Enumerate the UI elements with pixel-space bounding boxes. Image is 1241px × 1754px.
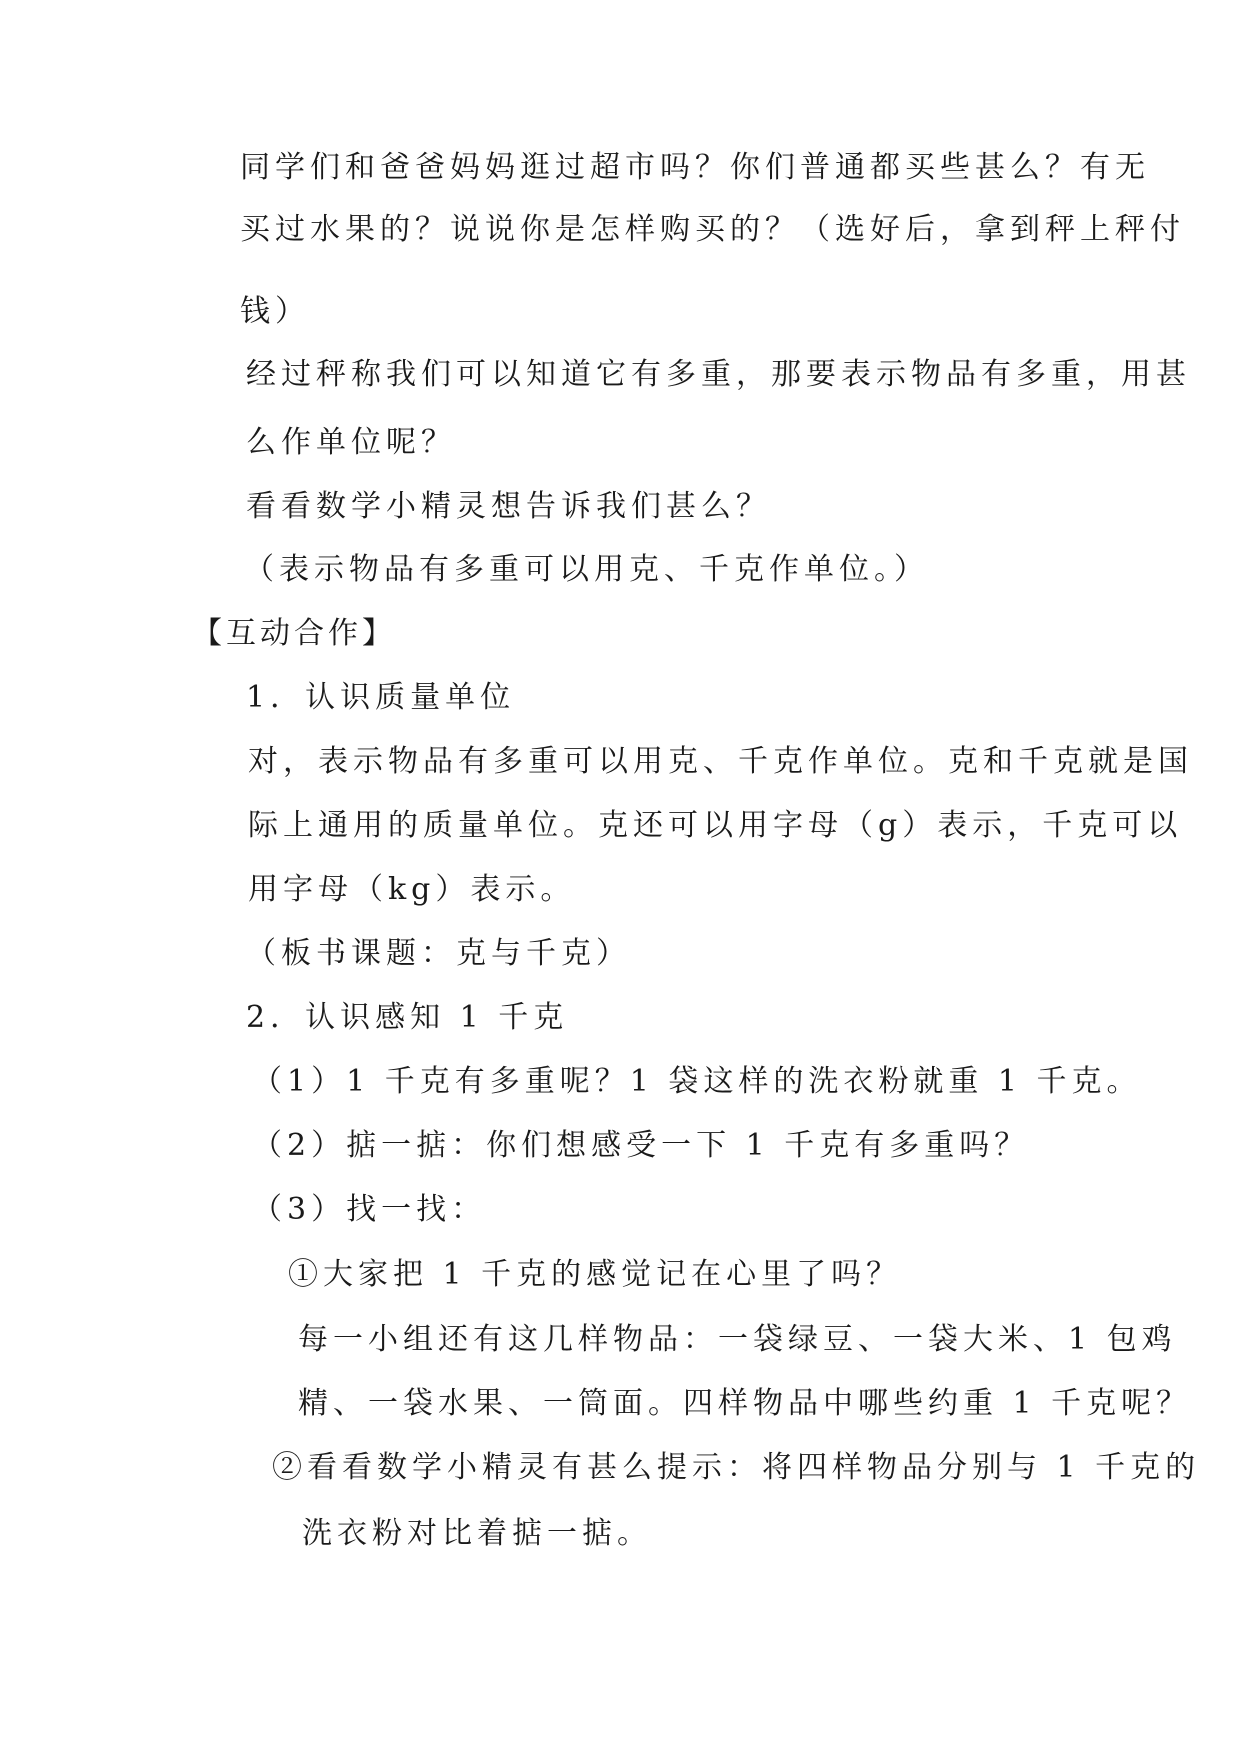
text-line-10: 对，表示物品有多重可以用克、千克作单位。克和千克就是国 xyxy=(248,744,1193,779)
text-line-19: 每一小组还有这几样物品：一袋绿豆、一袋大米、1 包鸡 xyxy=(298,1322,1177,1357)
text-line-17: （3）找一找： xyxy=(252,1192,487,1227)
text-line-4: 经过秤称我们可以知道它有多重，那要表示物品有多重，用甚 xyxy=(246,357,1191,392)
text-line-3: 钱） xyxy=(240,294,310,329)
text-line-11: 际上通用的质量单位。克还可以用字母（g）表示，千克可以 xyxy=(248,808,1183,843)
section-heading: 【互动合作】 xyxy=(192,616,396,651)
text-line-21: ②看看数学小精灵有甚么提示：将四样物品分别与 1 千克的 xyxy=(272,1450,1201,1485)
text-line-16: （2）掂一掂：你们想感受一下 1 千克有多重吗？ xyxy=(252,1128,1030,1163)
text-line-18: ①大家把 1 千克的感觉记在心里了吗？ xyxy=(288,1257,902,1292)
text-line-15: （1）1 千克有多重呢？1 袋这样的洗衣粉就重 1 千克。 xyxy=(252,1064,1142,1099)
subheading-1: 1．认识质量单位 xyxy=(246,680,516,715)
text-line-2: 买过水果的？说说你是怎样购买的？（选好后，拿到秤上秤付 xyxy=(240,212,1185,247)
text-line-1: 同学们和爸爸妈妈逛过超市吗？你们普通都买些甚么？有无 xyxy=(240,150,1150,185)
text-line-7: （表示物品有多重可以用克、千克作单位。） xyxy=(244,552,929,587)
text-line-6: 看看数学小精灵想告诉我们甚么？ xyxy=(246,489,771,524)
text-line-20: 精、一袋水果、一筒面。四样物品中哪些约重 1 千克呢？ xyxy=(298,1386,1192,1421)
text-line-5: 么作单位呢？ xyxy=(246,425,456,460)
subheading-2: 2．认识感知 1 千克 xyxy=(246,1000,569,1035)
text-line-12: 用字母（kg）表示。 xyxy=(248,872,576,907)
text-line-22: 洗衣粉对比着掂一掂。 xyxy=(302,1516,652,1551)
text-line-13: （板书课题：克与千克） xyxy=(246,936,631,971)
